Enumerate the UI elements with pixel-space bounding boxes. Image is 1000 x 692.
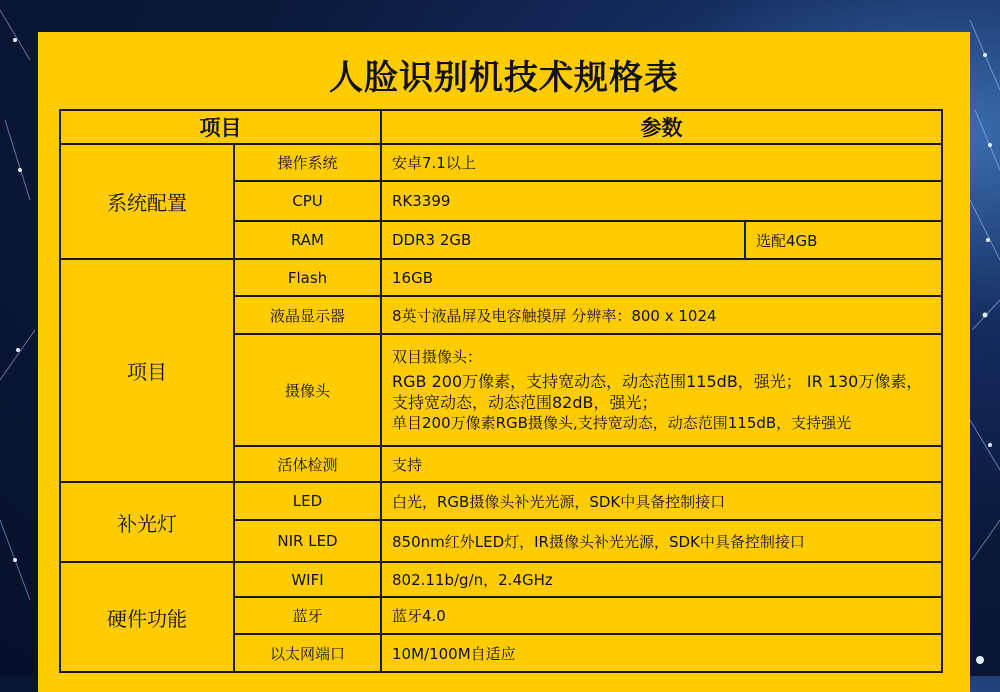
table-row <box>60 144 942 181</box>
row-name: RAM <box>234 221 381 259</box>
row-name: LED <box>234 482 381 520</box>
row-name: NIR LED <box>234 520 381 562</box>
row-value: 8英寸液晶屏及电容触摸屏 分辨率：800 x 1024 <box>381 296 942 334</box>
row-value: 白光，RGB摄像头补光光源，SDK中具备控制接口 <box>381 482 942 520</box>
row-value: 蓝牙4.0 <box>381 597 942 634</box>
row-name: 操作系统 <box>234 144 381 181</box>
group-hardware: 硬件功能 <box>60 562 234 672</box>
table-row <box>60 562 942 597</box>
row-name: WIFI <box>234 562 381 597</box>
camera-line-3: 单目200万像素RGB摄像头,支持宽动态，动态范围115dB，支持强光 <box>392 413 852 432</box>
page-title: 人脸识别机技术规格表 <box>329 58 679 98</box>
row-name: Flash <box>234 259 381 296</box>
header-item: 项目 <box>60 110 381 144</box>
table-row <box>60 482 942 520</box>
row-value: DDR3 2GB <box>381 221 745 259</box>
table-header-row <box>60 110 942 144</box>
row-value: 16GB <box>381 259 942 296</box>
group-item: 项目 <box>60 259 234 482</box>
camera-value <box>381 334 942 446</box>
row-value: RK3399 <box>381 181 942 221</box>
spec-table <box>59 109 943 673</box>
row-value: 802.11b/g/n，2.4GHz <box>381 562 942 597</box>
spec-sheet-panel <box>38 32 970 692</box>
row-value: 安卓7.1以上 <box>381 144 942 181</box>
row-name: 以太网端口 <box>234 634 381 672</box>
row-name: 活体检测 <box>234 446 381 482</box>
row-value: 10M/100M自适应 <box>381 634 942 672</box>
camera-line-1: 双目摄像头： <box>392 347 483 366</box>
row-option: 选配4GB <box>745 221 942 259</box>
row-value: 支持 <box>381 446 942 482</box>
row-value: 850nm红外LED灯，IR摄像头补光光源，SDK中具备控制接口 <box>381 520 942 562</box>
group-system: 系统配置 <box>60 144 234 259</box>
row-name: CPU <box>234 181 381 221</box>
header-param: 参数 <box>381 110 942 144</box>
row-name: 摄像头 <box>234 334 381 446</box>
camera-line-2: RGB 200万像素，支持宽动态，动态范围115dB，强光； IR 130万像素，支持宽动态，动态范围82dB，强光； <box>392 371 923 412</box>
group-light: 补光灯 <box>60 482 234 562</box>
row-name: 蓝牙 <box>234 597 381 634</box>
table-row <box>60 259 942 296</box>
row-name: 液晶显示器 <box>234 296 381 334</box>
